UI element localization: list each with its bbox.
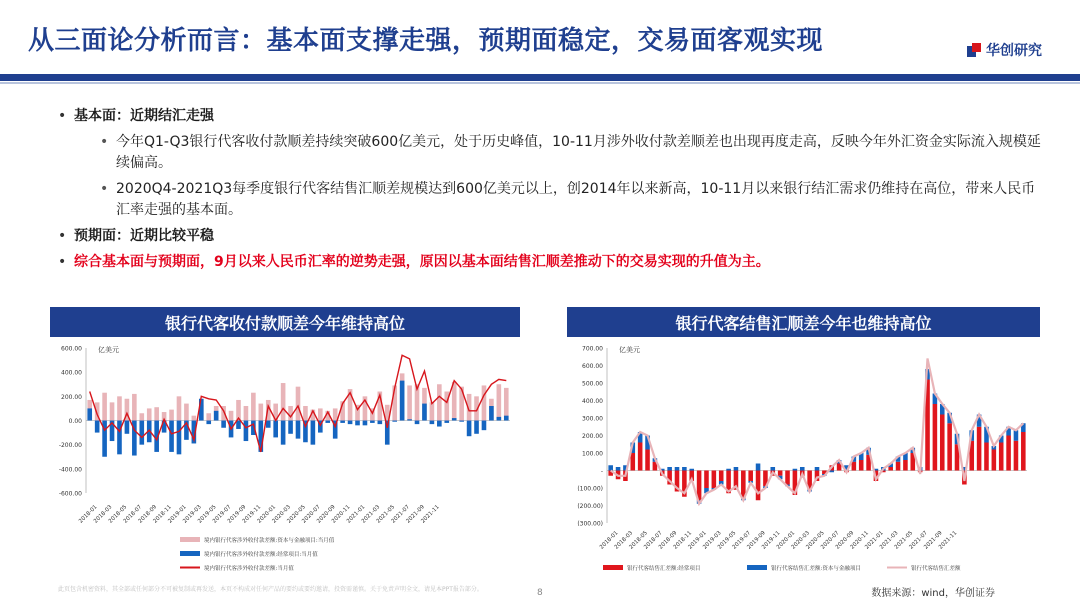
y-tick-label: 400.00 bbox=[61, 369, 82, 377]
bar-capital-account bbox=[147, 408, 152, 420]
bar-current-account bbox=[385, 421, 390, 445]
bar-capital-account bbox=[756, 464, 761, 471]
x-tick-label: 2020-05 bbox=[805, 530, 826, 551]
legend-label: 银行代客结售汇差额:经常项目 bbox=[627, 566, 701, 572]
bar-capital-account bbox=[482, 385, 487, 420]
bar-capital-account bbox=[259, 404, 264, 421]
unit-label: 亿美元 bbox=[619, 346, 640, 354]
bar-current-account bbox=[273, 421, 278, 438]
x-tick-label: 2021-01 bbox=[345, 504, 367, 525]
x-tick-label: 2018-05 bbox=[628, 530, 649, 551]
brand-logo bbox=[967, 40, 1042, 60]
bar-current-account bbox=[444, 421, 449, 423]
bar-capital-account bbox=[734, 467, 739, 471]
bar-current-account bbox=[348, 421, 353, 425]
bar-capital-account bbox=[154, 407, 159, 420]
bar-capital-account bbox=[333, 408, 338, 420]
x-tick-label: 2020-07 bbox=[820, 530, 841, 551]
x-tick-label: 2018-09 bbox=[137, 504, 159, 525]
x-tick-label: 2020-01 bbox=[775, 530, 797, 551]
chart-fx-settlement-svg bbox=[567, 340, 1040, 580]
y-tick-label: 600.00 bbox=[582, 363, 603, 370]
x-tick-label: 2019-07 bbox=[731, 530, 753, 551]
y-tick-label: -600.00 bbox=[58, 490, 82, 498]
x-tick-label: 2020-09 bbox=[834, 530, 856, 551]
bar-capital-account bbox=[616, 467, 621, 471]
bar-capital-account bbox=[430, 402, 435, 420]
x-tick-label: 2021-01 bbox=[864, 530, 885, 551]
bar-current-account bbox=[712, 471, 717, 489]
bar-capital-account bbox=[110, 402, 115, 420]
bar-current-account bbox=[206, 421, 211, 425]
bar-current-account bbox=[999, 443, 1004, 471]
bar-current-account bbox=[489, 406, 494, 421]
bar-current-account bbox=[859, 460, 864, 471]
bar-capital-account bbox=[452, 382, 457, 421]
bar-current-account bbox=[281, 421, 286, 445]
bar-capital-account bbox=[682, 467, 687, 471]
bar-capital-account bbox=[192, 416, 197, 421]
bar-capital-account bbox=[407, 385, 412, 420]
legend-swatch bbox=[603, 565, 623, 570]
x-tick-label: 2021-11 bbox=[420, 504, 441, 525]
x-tick-label: 2019-09 bbox=[226, 504, 248, 525]
bullet-list bbox=[58, 106, 1048, 278]
bar-current-account bbox=[631, 453, 636, 471]
bar-capital-account bbox=[608, 465, 613, 470]
x-tick-label: 2020-07 bbox=[301, 504, 322, 525]
bar-current-account bbox=[1006, 436, 1011, 471]
bar-current-account bbox=[266, 421, 271, 428]
y-tick-label: -400.00 bbox=[58, 466, 82, 474]
x-tick-label: 2021-11 bbox=[937, 530, 959, 551]
bar-current-account bbox=[407, 419, 412, 420]
x-tick-label: 2019-07 bbox=[211, 504, 233, 525]
bar-capital-account bbox=[296, 387, 301, 421]
bar-capital-account bbox=[102, 393, 107, 421]
bar-current-account bbox=[1021, 432, 1026, 471]
y-tick-label: 200.00 bbox=[582, 433, 603, 440]
bar-capital-account bbox=[251, 393, 256, 421]
bar-current-account bbox=[311, 421, 316, 445]
x-tick-label: 2021-07 bbox=[390, 504, 411, 525]
bar-current-account bbox=[903, 460, 908, 471]
bar-current-account bbox=[288, 421, 293, 434]
bar-capital-account bbox=[675, 467, 680, 471]
bar-current-account bbox=[940, 415, 945, 471]
bar-current-account bbox=[177, 421, 182, 455]
x-tick-label: 2019-11 bbox=[761, 530, 782, 551]
bar-capital-account bbox=[497, 384, 502, 420]
bar-current-account bbox=[756, 471, 761, 501]
bar-current-account bbox=[504, 416, 509, 421]
x-tick-label: 2018-11 bbox=[672, 530, 694, 551]
y-tick-label: 500.00 bbox=[582, 380, 603, 388]
bar-current-account bbox=[125, 421, 130, 434]
bar-current-account bbox=[430, 421, 435, 425]
bar-capital-account bbox=[667, 467, 672, 471]
bar-current-account bbox=[169, 421, 174, 452]
bar-current-account bbox=[87, 408, 92, 420]
bar-current-account bbox=[437, 421, 442, 427]
y-tick-label: (200.00) bbox=[577, 503, 603, 510]
y-tick-label: 700.00 bbox=[582, 345, 603, 353]
bar-current-account bbox=[415, 421, 420, 425]
bar-current-account bbox=[221, 421, 226, 428]
legend-label: 银行代客结售汇差额 bbox=[911, 566, 961, 572]
bar-capital-account bbox=[437, 384, 442, 420]
bar-capital-account bbox=[303, 406, 308, 421]
bar-capital-account bbox=[1014, 430, 1019, 441]
bar-current-account bbox=[785, 471, 790, 485]
bar-current-account bbox=[117, 421, 122, 455]
bar-capital-account bbox=[689, 469, 694, 471]
header-rule-thin bbox=[0, 82, 1080, 84]
bar-capital-account bbox=[244, 406, 249, 421]
bar-capital-account bbox=[288, 406, 293, 421]
x-tick-label: 2021-03 bbox=[360, 504, 382, 525]
x-tick-label: 2021-09 bbox=[923, 530, 944, 551]
x-tick-label: 2021-07 bbox=[908, 530, 929, 551]
x-tick-label: 2021-05 bbox=[375, 504, 397, 525]
legend-swatch bbox=[747, 565, 767, 570]
bar-capital-account bbox=[504, 388, 509, 421]
bar-current-account bbox=[422, 404, 427, 421]
x-tick-label: 2020-09 bbox=[316, 504, 337, 525]
chart-fx-settlement bbox=[567, 340, 1040, 580]
x-tick-label: 2018-03 bbox=[613, 530, 635, 551]
y-tick-label: 200.00 bbox=[61, 393, 82, 401]
right-chart-title: 银行代客结售汇顺差今年也维持高位 bbox=[567, 307, 1040, 337]
y-tick-label: (100.00) bbox=[577, 485, 603, 493]
y-tick-label: 400.00 bbox=[582, 398, 603, 405]
x-tick-label: 2021-09 bbox=[405, 504, 426, 525]
bar-current-account bbox=[340, 421, 345, 423]
bar-current-account bbox=[778, 471, 783, 476]
bar-current-account bbox=[378, 421, 383, 425]
bar-capital-account bbox=[169, 410, 174, 421]
x-tick-label: 2021-03 bbox=[878, 530, 900, 551]
bar-current-account bbox=[355, 421, 360, 426]
bar-current-account bbox=[467, 421, 472, 437]
bar-current-account bbox=[896, 462, 901, 471]
bar-capital-account bbox=[459, 387, 464, 421]
x-tick-label: 2019-05 bbox=[197, 504, 218, 525]
bar-current-account bbox=[947, 423, 952, 470]
x-tick-label: 2020-11 bbox=[330, 504, 352, 525]
bar-capital-account bbox=[206, 413, 211, 420]
bar-current-account bbox=[497, 417, 502, 421]
bar-current-account bbox=[748, 471, 753, 482]
bar-current-account bbox=[244, 421, 249, 442]
bar-current-account bbox=[452, 418, 457, 420]
x-tick-label: 2019-05 bbox=[716, 530, 738, 551]
bar-current-account bbox=[984, 443, 989, 471]
x-tick-label: 2018-03 bbox=[92, 504, 114, 525]
bar-capital-account bbox=[184, 404, 189, 421]
legend-label: 境内银行代客涉外收付款差额:资本与金融项目:当月值 bbox=[204, 538, 335, 544]
bar-capital-account bbox=[132, 394, 137, 421]
left-chart-title: 银行代客收付款顺差今年维持高位 bbox=[50, 307, 520, 337]
bar-current-account bbox=[933, 404, 938, 471]
bar-current-account bbox=[638, 443, 643, 471]
y-tick-label: 0.00 bbox=[68, 418, 82, 425]
bar-capital-account bbox=[117, 396, 122, 420]
y-tick-label: -200.00 bbox=[58, 442, 82, 450]
chart-payments bbox=[50, 340, 520, 580]
x-tick-label: 2020-11 bbox=[849, 530, 870, 551]
y-tick-label: 600.00 bbox=[61, 345, 82, 353]
x-tick-label: 2018-07 bbox=[122, 504, 144, 525]
bar-capital-account bbox=[726, 469, 731, 471]
logo-text: 华创研究 bbox=[986, 43, 1042, 59]
bar-capital-account bbox=[139, 413, 144, 420]
x-tick-label: 2019-03 bbox=[182, 504, 203, 525]
y-tick-label: (300.00) bbox=[577, 520, 603, 528]
bar-current-account bbox=[992, 450, 997, 471]
line-total bbox=[611, 359, 1024, 504]
bar-current-account bbox=[482, 421, 487, 431]
x-tick-label: 2018-07 bbox=[643, 530, 664, 551]
bar-current-account bbox=[704, 471, 709, 489]
bar-current-account bbox=[363, 421, 368, 426]
chart-payments-svg bbox=[50, 340, 520, 580]
bar-current-account bbox=[1014, 441, 1019, 471]
y-tick-label: - bbox=[600, 468, 603, 475]
x-tick-label: 2018-09 bbox=[657, 530, 679, 551]
bar-capital-account bbox=[829, 471, 834, 473]
x-tick-label: 2020-03 bbox=[790, 530, 812, 551]
bar-current-account bbox=[95, 421, 100, 433]
legend-label: 境内银行代客涉外收付款差额:当月值 bbox=[204, 566, 294, 572]
x-tick-label: 2019-01 bbox=[687, 530, 708, 551]
y-tick-label: 300.00 bbox=[582, 415, 603, 423]
bar-capital-account bbox=[800, 467, 805, 471]
page-number: 8 bbox=[537, 588, 543, 598]
bar-capital-account bbox=[229, 411, 234, 421]
bullet-conclusion: • 综合基本面与预期面，9月以来人民币汇率的逆势走强，原因以基本面结售汇顺差推动下的交易实现的升值为主。 bbox=[58, 252, 1048, 273]
x-tick-label: 2019-11 bbox=[241, 504, 263, 525]
x-tick-label: 2020-05 bbox=[286, 504, 307, 525]
bar-current-account bbox=[325, 421, 330, 423]
bar-current-account bbox=[400, 381, 405, 421]
bar-current-account bbox=[719, 471, 724, 482]
bar-current-account bbox=[459, 421, 464, 422]
legend-swatch bbox=[180, 551, 200, 556]
x-tick-label: 2019-03 bbox=[702, 530, 723, 551]
sub-bullet-payments: • 今年Q1-Q3银行代客收付款顺差持续突破600亿美元，处于历史峰值，10-11月涉外收付款差顺差也出现再度走高，反映今年外汇资金实际流入规模延续偏高。 bbox=[100, 132, 1048, 174]
bar-current-account bbox=[236, 421, 241, 429]
x-tick-label: 2020-01 bbox=[256, 504, 278, 525]
y-tick-label: 100.00 bbox=[582, 450, 603, 458]
x-tick-label: 2018-01 bbox=[598, 530, 620, 551]
bar-current-account bbox=[977, 427, 982, 471]
bar-capital-account bbox=[793, 469, 798, 471]
x-tick-label: 2020-03 bbox=[271, 504, 292, 525]
bar-capital-account bbox=[771, 467, 776, 471]
bar-current-account bbox=[296, 421, 301, 439]
x-tick-label: 2018-01 bbox=[78, 504, 99, 525]
logo-icon bbox=[967, 43, 981, 57]
x-tick-label: 2018-11 bbox=[152, 504, 173, 525]
bar-capital-account bbox=[318, 408, 323, 420]
bar-capital-account bbox=[177, 396, 182, 420]
bar-current-account bbox=[474, 421, 479, 434]
sub-bullet-fx-settlement: • 2020Q4-2021Q3每季度银行代客结售汇顺差规模达到600亿美元以上，创2014年以来新高，10-11月以来银行结汇需求仍维持在高位，带来人民币汇率走强的基本面。 bbox=[100, 179, 1048, 221]
page-title: 从三面论分析而言：基本面支撑走强，预期面稳定，交易面客观实现 bbox=[28, 26, 824, 56]
bar-current-account bbox=[214, 411, 219, 421]
bullet-fundamentals: • 基本面：近期结汇走强 bbox=[58, 106, 1048, 127]
header-rule bbox=[0, 74, 1080, 81]
bar-current-account bbox=[852, 462, 857, 471]
unit-label: 亿美元 bbox=[98, 346, 119, 354]
x-tick-label: 2019-09 bbox=[746, 530, 767, 551]
data-source: 数据来源：wind，华创证券 bbox=[871, 588, 995, 599]
bar-current-account bbox=[888, 467, 893, 471]
x-tick-label: 2021-05 bbox=[893, 530, 915, 551]
legend-swatch bbox=[180, 537, 200, 542]
x-tick-label: 2019-01 bbox=[167, 504, 188, 525]
bar-current-account bbox=[392, 421, 397, 422]
disclaimer-text: 此页包含机密资料，其全部或任何部分不可被复制或再发送，本页不构成对任何产品的要约或要约邀请，投资需谨慎。关于免责声明全文，请见本PPT报告部分。 bbox=[58, 586, 483, 593]
bullet-expectations: • 预期面：近期比较平稳 bbox=[58, 226, 1048, 247]
x-tick-label: 2018-05 bbox=[107, 504, 129, 525]
bar-current-account bbox=[370, 421, 375, 423]
bar-capital-account bbox=[281, 383, 286, 420]
bar-current-account bbox=[645, 450, 650, 471]
legend-label: 境内银行代客涉外收付款差额:经常项目:当月值 bbox=[204, 552, 318, 558]
legend-label: 银行代客结售汇差额:资本与金融项目 bbox=[771, 566, 861, 572]
bar-current-account bbox=[139, 421, 144, 445]
bar-capital-account bbox=[815, 467, 820, 471]
